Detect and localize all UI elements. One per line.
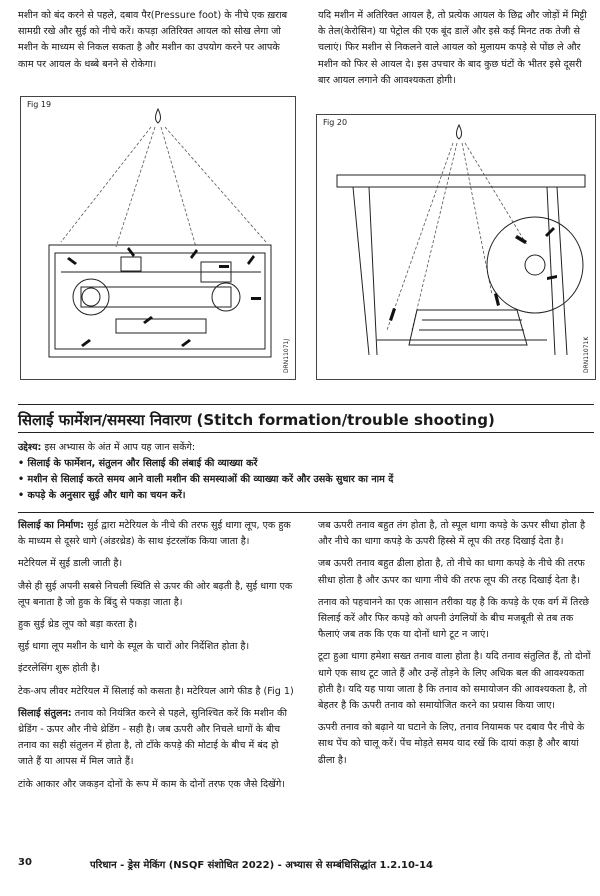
figure-19 xyxy=(20,96,296,380)
title-underline xyxy=(18,432,594,433)
top-left-paragraph xyxy=(18,8,296,79)
footer-title: परिधान - ड्रेस मेकिंग (NSQF संशोधित 2022) - अभ्यास से सम्बंधिसिद्धांत 1.2.10-14 xyxy=(90,860,433,871)
stitch-formation-heading: सिलाई का निर्माण: xyxy=(18,520,85,531)
body-right-column xyxy=(318,518,594,775)
figure-19-code: DRN11071J xyxy=(283,338,290,373)
objective-item: • कपड़े के अनुसार सुई और धागे का चयन करें। xyxy=(18,490,186,501)
machine-stand-illustration xyxy=(317,115,595,379)
body-paragraph: टेक-अप लीवर मटेरियल में सिलाई को कसता है। मटेरियल आगे फीड है (Fig 1) xyxy=(18,685,294,697)
figure-20 xyxy=(316,114,596,380)
stitch-formation-text: सुई द्वारा मटेरियल के नीचे की तरफ सुई धागा लूप, एक हुक के माध्यम से दूसरे धागे (अंडरथ्रेड) के साथ इंटरलॉक किया जाता है। xyxy=(18,520,291,548)
section-title: सिलाई फार्मेशन/समस्या निवारण (Stitch formation/trouble shooting) xyxy=(18,411,495,429)
body-paragraph: जब ऊपरी तनाव बहुत तंग होता है, तो स्पूल धागा कपड़े के ऊपर सीधा होता है और नीचे का धागा कपड़े के ऊपरी हिस्से में लूप की तरह दिखाई देता है। xyxy=(318,520,586,548)
stitch-balance-paragraph xyxy=(18,706,296,771)
figure-20-code: DRN11071K xyxy=(583,336,590,373)
body-paragraph: हुक सुई थ्रेड लूप को बड़ा करता है। xyxy=(18,619,138,631)
objective-label: उद्देश्य: xyxy=(18,442,42,453)
figure-20-label: Fig 20 xyxy=(323,118,348,127)
objective-intro: इस अभ्यास के अंत में आप यह जान सकेंगे: xyxy=(44,442,196,453)
objectives-divider xyxy=(18,512,594,513)
oil-cleaning-paragraph: मशीन को बंद करने से पहले, दबाव पैर(Pressure foot) के नीचे एक ख़राब सामग्री रखे और सुई को नीचे करें। कपड़ा अतिरिक्त आयल को सोख लेगा जो मशीन के माध्यम से निकल सकता है और मशीन का उपयोग करने पर आपके काम पर आयल के धब्बे बनने से रोकेगा। xyxy=(18,10,288,70)
objective-intro-line xyxy=(18,440,594,456)
section-divider xyxy=(18,404,594,405)
body-paragraph: इंटरलेसिंग शुरू होती है। xyxy=(18,663,100,675)
body-paragraph: मटेरियल में सुई डाली जाती है। xyxy=(18,558,123,570)
body-paragraph: जैसे ही सुई अपनी सबसे निचली स्थिति से ऊपर की ओर बढ़ती है, सुई धागा एक लूप बनाता है जो हुक के बिंदु से पकड़ा जाता है। xyxy=(18,580,293,608)
objective-item: • मशीन से सिलाई करते समय आने वाली मशीन की समस्याओं की व्याख्या करें और उसके सुधार का नाम दें xyxy=(18,474,394,485)
stitch-balance-text: तनाव को नियंत्रित करने से पहले, सुनिश्चित करें कि मशीन की थ्रेडिंग - ऊपर और नीचे थ्रेडिंग - सही है। जब ऊपरी और निचले धागों के बीच तनाव का सही संतुलन में होता है, तो टाँके कपड़े की मोटाई के बीच में बंद हो जाते हैं या आपस में मिल जाते हैं। xyxy=(18,707,287,768)
body-paragraph: टांके आकार और जकड़न दोनों के रूप में काम के दोनों तरफ एक जैसे दिखेंगे। xyxy=(18,778,285,790)
top-right-paragraph xyxy=(318,8,594,95)
excess-oil-paragraph: यदि मशीन में अतिरिक्त आयल है, तो प्रत्येक आयल के छिद्र और जोड़ों में मिट्टी के तेल(केरोसिन) या पेट्रोल की एक बूंद डालें और इसे कई मिनट तक तेजी से चलाएं। फिर मशीन से निकलने वाले आयल को मुलायम कपड़े से पोंछ ले और मशीन को फिर से आयल दे। इस उपचार के बाद कुछ घंटों के भीतर इसे दूसरी बार आयल लगाने की आवश्यकता होगी। xyxy=(318,10,587,86)
page-number: 30 xyxy=(18,857,32,868)
body-paragraph: सुई धागा लूप मशीन के धागे के स्पूल के चारों ओर निर्देशित होता है। xyxy=(18,641,250,653)
objectives-block xyxy=(18,440,594,504)
stitch-formation-paragraph xyxy=(18,518,296,550)
body-paragraph: ऊपरी तनाव को बढ़ाने या घटाने के लिए, तनाव नियामक पर दबाव पैर नीचे के साथ पेंच को चालू करें। पेंच मोड़ते समय याद रखें कि दायां कड़ा है और बायां ढीला है। xyxy=(318,722,585,766)
body-paragraph: तनाव को पहचानने का एक आसान तरीका यह है कि कपड़े के एक वर्ग में तिरछे सिलाई करें और फिर कपड़े को अपनी उंगलियों के बीच मजबूती से तब तक फैलाएं जब तक कि एक या दोनों धागे टूट न जाएं। xyxy=(318,596,590,641)
stitch-balance-heading: सिलाई संतुलन: xyxy=(18,707,72,719)
figure-19-label: Fig 19 xyxy=(27,100,52,109)
objective-item: • सिलाई के फार्मेशन, संतुलन और सिलाई की लंबाई की व्याख्या करें xyxy=(18,458,258,469)
body-paragraph: जब ऊपरी तनाव बहुत ढीला होता है, तो नीचे का धागा कपड़े के नीचे की तरफ सीधा होता है और ऊपर का धागा नीचे की तरफ लूप की तरह दिखाई देता है। xyxy=(318,558,585,586)
machine-oiling-illustration xyxy=(21,97,295,379)
body-left-column xyxy=(18,518,296,799)
body-paragraph: टूटा हुआ धागा हमेशा सख्त तनाव वाला होता है। यदि तनाव संतुलित हैं, तो दोनों धागे एक साथ टूट जाते हैं और उन्हें तोड़ने के लिए अधिक बल की आवश्यकता होती है। यदि यह पाया जाता है कि तनाव को समायोजन की आवश्यकता है, तो बेहतर है कि ऊपरी तनाव को समायोजित करने का प्रयास किया जाए। xyxy=(318,651,591,712)
